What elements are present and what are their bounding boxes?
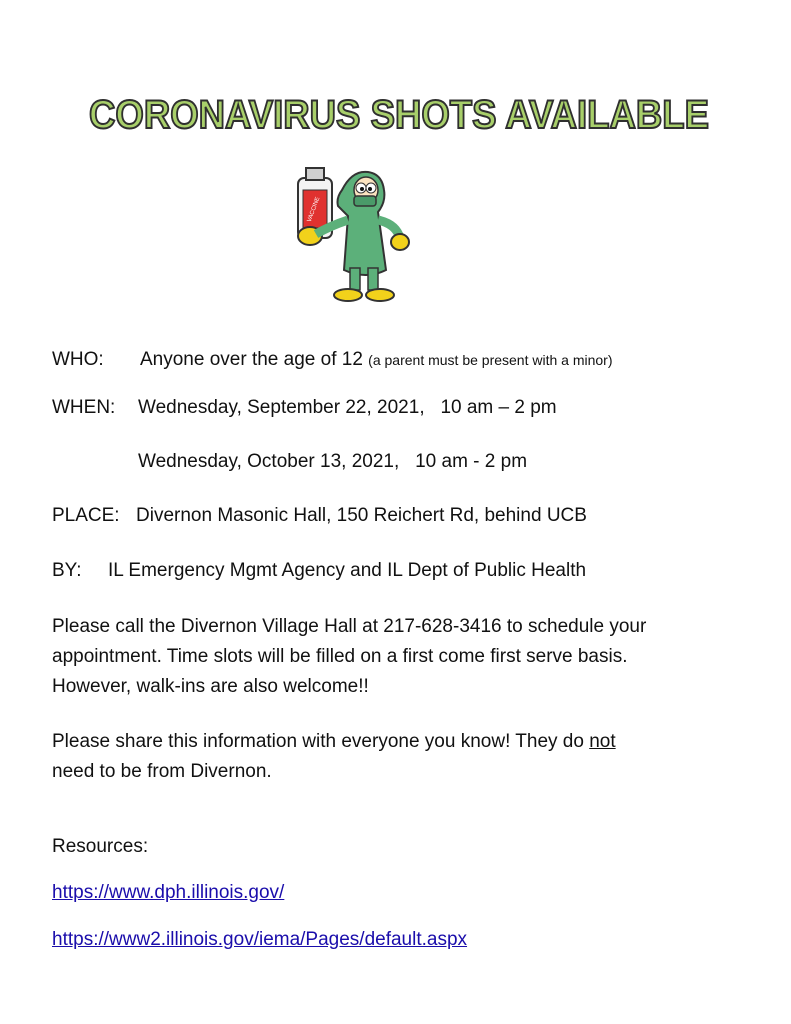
- resource-link-2-line: [52, 929, 467, 951]
- when-line-2: [138, 451, 527, 473]
- when-date-1: Wednesday, September 22, 2021,: [138, 397, 425, 418]
- vial-label: VACCINE: [306, 196, 322, 224]
- flyer-title: [84, 88, 714, 138]
- call-paragraph: [52, 612, 742, 702]
- vaccine-mascot-icon: [286, 150, 416, 310]
- when-time-2: 10 am - 2 pm: [415, 451, 528, 472]
- share-emphasis: not: [589, 731, 616, 752]
- share-paragraph: [52, 727, 742, 787]
- by-line: [52, 560, 586, 582]
- when-date-2: Wednesday, October 13, 2021,: [138, 451, 400, 472]
- when-label: WHEN:: [52, 397, 116, 418]
- by-value: IL Emergency Mgmt Agency and IL Dept of Public Health: [108, 560, 587, 581]
- who-note: (a parent must be present with a minor): [368, 352, 613, 368]
- resource-link-1[interactable]: https://www.dph.illinois.gov/: [52, 882, 285, 903]
- place-line: [52, 505, 587, 527]
- resources-label: Resources:: [52, 836, 149, 857]
- place-value: Divernon Masonic Hall, 150 Reichert Rd, behind UCB: [136, 505, 587, 526]
- when-time-1: 10 am – 2 pm: [440, 397, 557, 418]
- place-label: PLACE:: [52, 505, 120, 526]
- title-text: CORONAVIRUS SHOTS AVAILABLE: [89, 93, 709, 137]
- when-line-1: [52, 397, 557, 419]
- by-label: BY:: [52, 560, 82, 581]
- who-value: Anyone over the age of 12: [140, 349, 363, 370]
- call-line-3: However, walk-ins are also welcome!!: [52, 676, 369, 697]
- call-line-1: Please call the Divernon Village Hall at 217-628-3416 to schedule your: [52, 616, 647, 637]
- share-text-post: need to be from Divernon.: [52, 761, 272, 782]
- who-line: [52, 349, 613, 371]
- resource-link-2[interactable]: https://www2.illinois.gov/iema/Pages/default.aspx: [52, 929, 468, 950]
- resource-link-1-line: [52, 882, 284, 904]
- share-text-pre: Please share this information with everyone you know! They do: [52, 731, 590, 752]
- call-line-2: appointment. Time slots will be filled on a first come first serve basis.: [52, 646, 628, 667]
- who-label: WHO:: [52, 349, 104, 370]
